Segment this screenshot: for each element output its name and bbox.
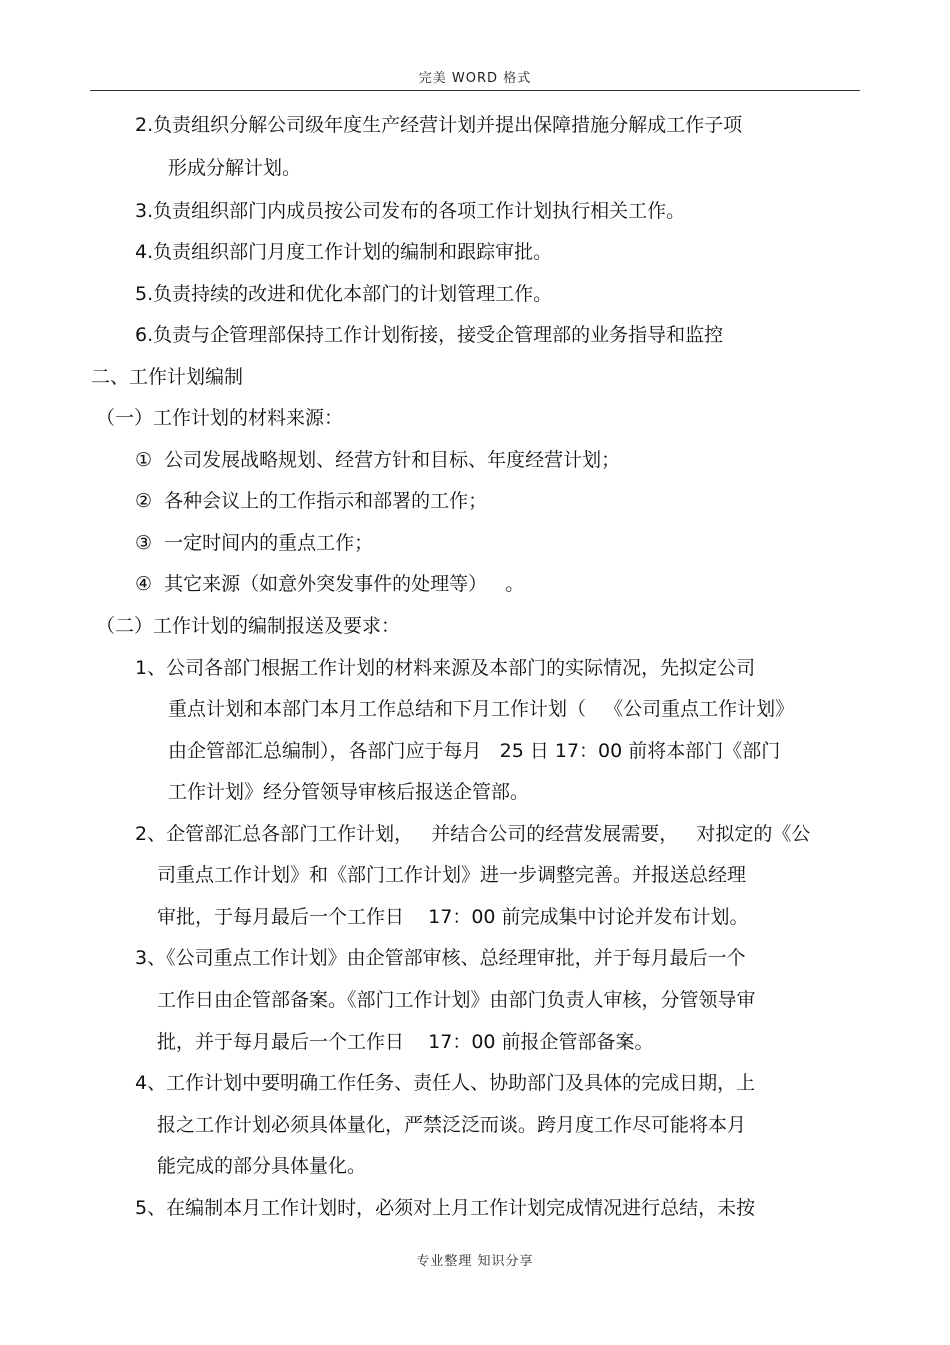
subsection-heading: （一）工作计划的材料来源： <box>96 407 344 429</box>
text-line: 形成分解计划。 <box>168 157 302 179</box>
header-divider <box>90 90 860 91</box>
text-line: 5、在编制本月工作计划时，必须对上月工作计划完成情况进行总结，未按 <box>135 1197 756 1219</box>
text-line: 能完成的部分具体量化。 <box>157 1155 367 1177</box>
text-line: 工作计划》经分管领导审核后报送企管部。 <box>168 781 530 803</box>
page-footer: 专业整理 知识分享 <box>416 1254 534 1269</box>
text-line: 4.负责组织部门月度工作计划的编制和跟踪审批。 <box>135 241 553 263</box>
text-line: 重点计划和本部门本月工作总结和下月工作计划（ 《公司重点工作计划》 <box>168 698 795 720</box>
text-line: 1、公司各部门根据工作计划的材料来源及本部门的实际情况，先拟定公司 <box>135 657 756 679</box>
text-line: 6.负责与企管理部保持工作计划衔接，接受企管理部的业务指导和监控 <box>135 324 724 346</box>
text-line: 由企管部汇总编制），各部门应于每月 25 日 17：00 前将本部门《部门 <box>168 740 781 762</box>
text-line: 4、工作计划中要明确工作任务、责任人、协助部门及具体的完成日期，上 <box>135 1072 756 1094</box>
text-line: 报之工作计划必须具体量化，严禁泛泛而谈。跨月度工作尽可能将本月 <box>157 1114 747 1136</box>
text-line: 审批，于每月最后一个工作日 17：00 前完成集中讨论并发布计划。 <box>157 906 749 928</box>
list-item: ④ 其它来源（如意外突发事件的处理等） 。 <box>135 573 525 595</box>
text-line: 3.负责组织部门内成员按公司发布的各项工作计划执行相关工作。 <box>135 200 686 222</box>
subsection-heading: （二）工作计划的编制报送及要求： <box>96 615 401 637</box>
list-item: ③ 一定时间内的重点工作； <box>135 532 374 554</box>
text-line: 2、企管部汇总各部门工作计划， 并结合公司的经营发展需要， 对拟定的《公 <box>135 823 811 845</box>
text-line: 批，并于每月最后一个工作日 17：00 前报企管部备案。 <box>157 1031 654 1053</box>
page-header-title: 完美 WORD 格式 <box>418 71 532 86</box>
text-line: 司重点工作计划》和《部门工作计划》进一步调整完善。并报送总经理 <box>157 864 747 886</box>
text-line: 工作日由企管部备案。《部门工作计划》由部门负责人审核，分管领导审 <box>157 989 756 1011</box>
list-item: ② 各种会议上的工作指示和部署的工作； <box>135 490 488 512</box>
list-item: ① 公司发展战略规划、经营方针和目标、年度经营计划； <box>135 449 621 471</box>
text-line: 2.负责组织分解公司级年度生产经营计划并提出保障措施分解成工作子项 <box>135 114 743 136</box>
text-line: 5.负责持续的改进和优化本部门的计划管理工作。 <box>135 283 553 305</box>
section-heading: 二、工作计划编制 <box>91 366 244 388</box>
text-line: 3、《公司重点工作计划》由企管部审核、总经理审批，并于每月最后一个 <box>135 947 746 969</box>
